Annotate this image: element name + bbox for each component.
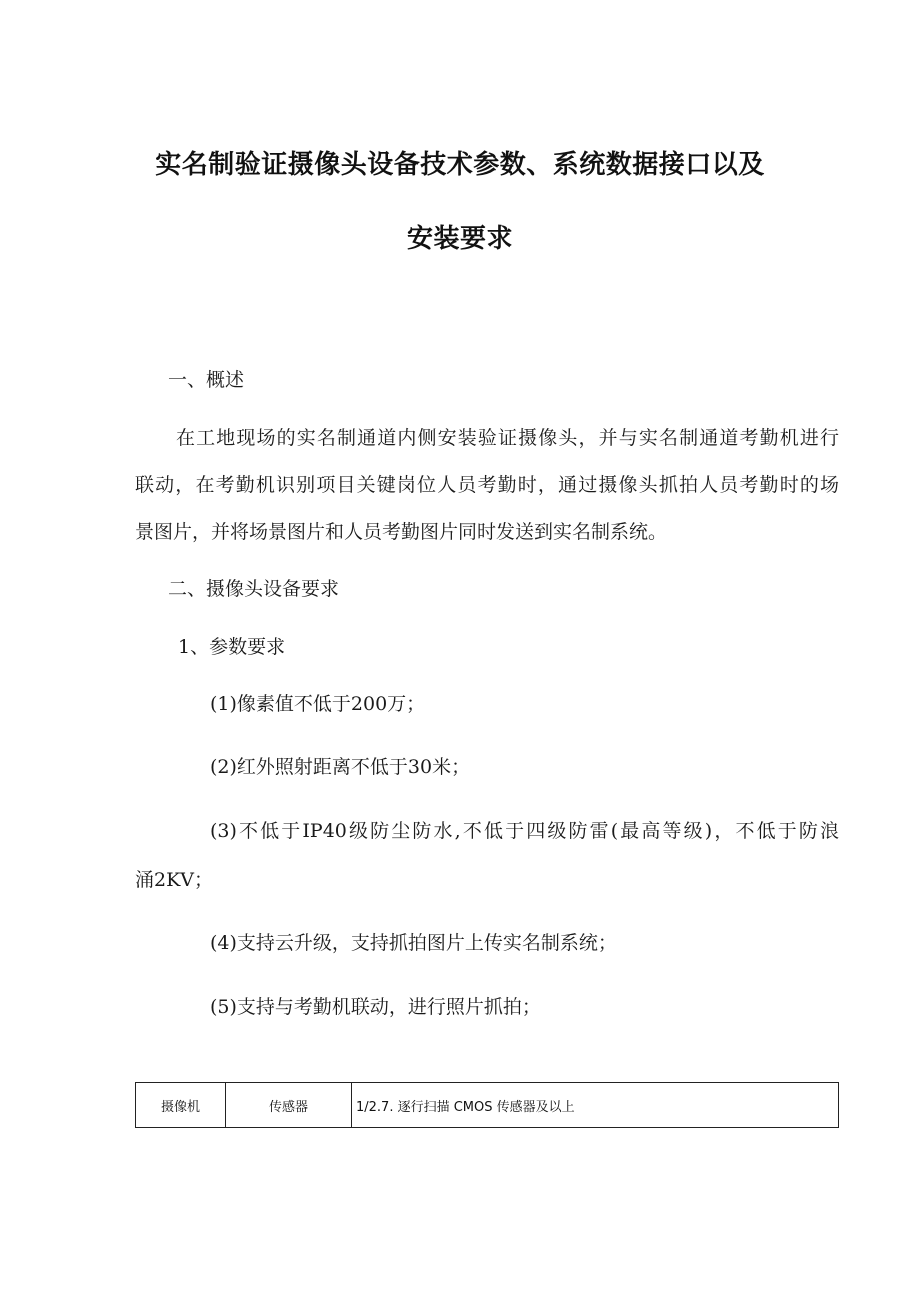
- param-item-5: (5)支持与考勤机联动，进行照片抓拍；: [210, 996, 541, 1018]
- spec-table: [135, 1082, 839, 1128]
- document-title-line-2: 安装要求: [406, 224, 513, 254]
- param-item-3-line-1: (3)不低于IP40级防尘防水,不低于四级防雷(最高等级)，不低于防浪: [210, 820, 839, 842]
- param-item-2: (2)红外照射距离不低于30米；: [210, 756, 471, 778]
- param-item-1: (1)像素值不低于200万；: [210, 693, 426, 715]
- document-title-line-1: 实名制验证摄像头设备技术参数、系统数据接口以及: [155, 150, 765, 180]
- param-item-4: (4)支持云升级，支持抓拍图片上传实名制系统；: [210, 932, 617, 954]
- table-cell-item: 传感器: [226, 1083, 352, 1128]
- section-heading-camera-requirements: 二、摄像头设备要求: [168, 578, 340, 600]
- overview-paragraph-line-1: 在工地现场的实名制通道内侧安装验证摄像头，并与实名制通道考勤机进行: [176, 427, 839, 449]
- table-cell-category: 摄像机: [136, 1083, 226, 1128]
- section-heading-overview: 一、概述: [168, 369, 245, 391]
- overview-paragraph-line-2: 联动，在考勤机识别项目关键岗位人员考勤时，通过摄像头抓拍人员考勤时的场: [135, 474, 839, 496]
- table-row: [136, 1083, 839, 1128]
- subsection-heading-parameters: 1、参数要求: [178, 636, 286, 658]
- overview-paragraph-line-3: 景图片，并将场景图片和人员考勤图片同时发送到实名制系统。: [135, 521, 668, 543]
- param-item-3-line-2: 涌2KV；: [135, 869, 214, 891]
- table-cell-value: 1/2.7. 逐行扫描 CMOS 传感器及以上: [352, 1083, 839, 1128]
